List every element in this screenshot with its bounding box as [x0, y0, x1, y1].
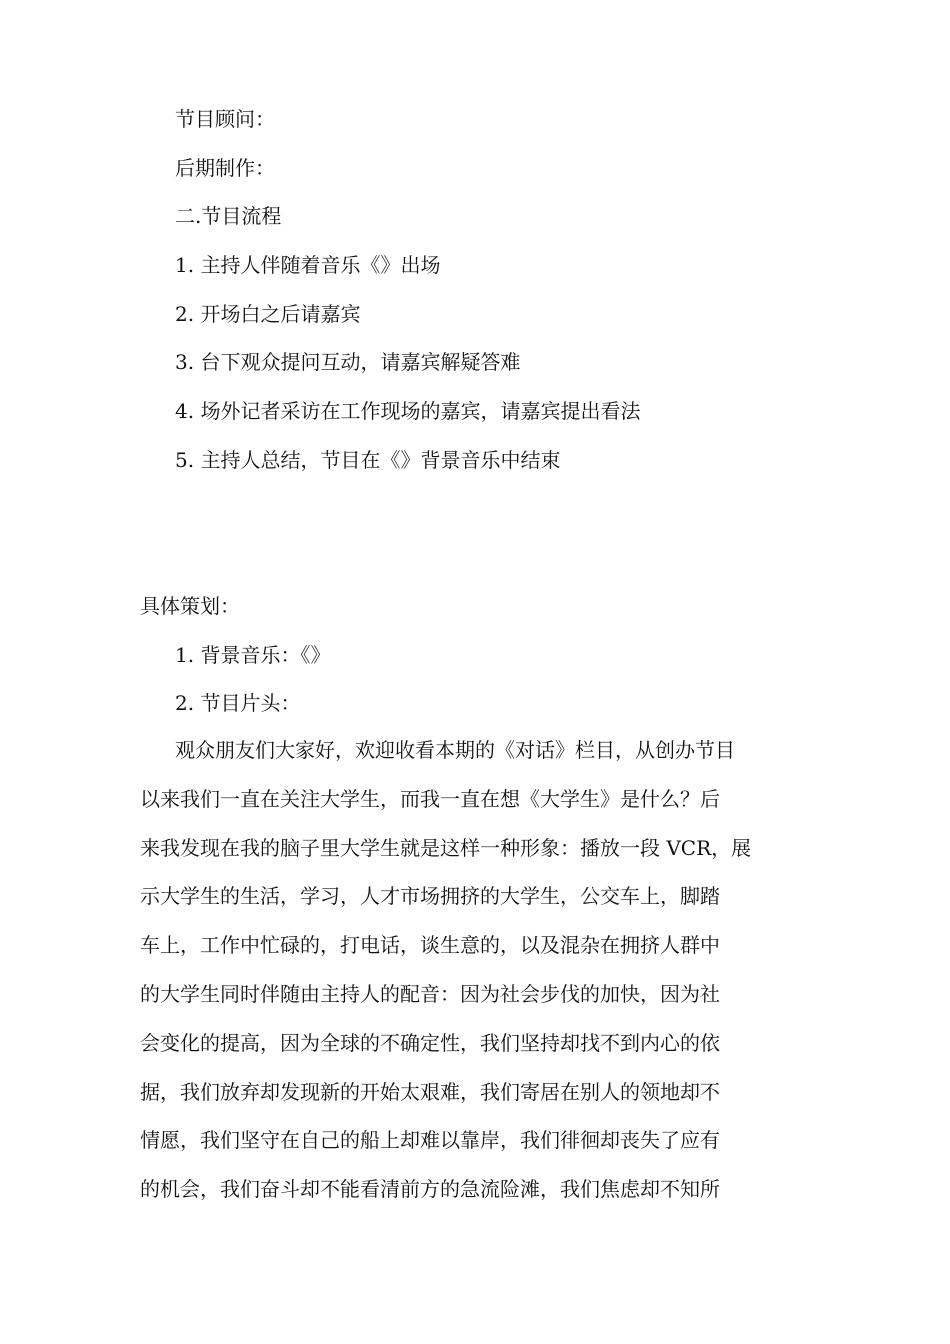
paragraph-line: 来我发现在我的脑子里大学生就是这样一种形象：播放一段 VCR，展 — [140, 835, 752, 860]
flow-item: 4. 场外记者采访在工作现场的嘉宾，请嘉宾提出看法 — [175, 399, 641, 423]
plan-item: 2. 节目片头： — [175, 691, 301, 715]
paragraph-line: 会变化的提高，因为全球的不确定性，我们坚持却找不到内心的依 — [140, 1030, 720, 1055]
flow-item: 1. 主持人伴随着音乐《》出场 — [175, 253, 441, 277]
paragraph-line: 的大学生同时伴随由主持人的配音：因为社会步伐的加快，因为社 — [140, 981, 720, 1006]
section-title: 二.节目流程 — [175, 204, 282, 228]
flow-item: 5. 主持人总结，节目在《》背景音乐中结束 — [175, 448, 561, 472]
staff-advisor-line: 节目顾问： — [175, 107, 275, 131]
paragraph-line: 情愿，我们坚守在自己的船上却难以靠岸，我们徘徊却丧失了应有 — [140, 1128, 720, 1153]
intro-paragraph — [140, 738, 810, 1226]
flow-item: 3. 台下观众提问互动，请嘉宾解疑答难 — [175, 350, 521, 374]
paragraph-line: 以来我们一直在关注大学生，而我一直在想《大学生》是什么？后 — [140, 786, 720, 811]
flow-item: 2. 开场白之后请嘉宾 — [175, 302, 361, 326]
paragraph-line: 观众朋友们大家好，欢迎收看本期的《对话》栏目，从创办节目 — [175, 738, 735, 762]
plan-item: 1. 背景音乐：《》 — [175, 643, 331, 667]
paragraph-line: 车上，工作中忙碌的，打电话，谈生意的，以及混杂在拥挤人群中 — [140, 933, 720, 958]
paragraph-line: 示大学生的生活，学习，人才市场拥挤的大学生，公交车上，脚踏 — [140, 884, 720, 909]
paragraph-line: 据，我们放弃却发现新的开始太艰难，我们寄居在别人的领地却不 — [140, 1079, 720, 1104]
paragraph-line: 的机会，我们奋斗却不能看清前方的急流险滩，我们焦虑却不知所 — [140, 1177, 720, 1202]
plan-title: 具体策划： — [140, 594, 240, 618]
staff-postproduction-line: 后期制作： — [175, 156, 275, 180]
